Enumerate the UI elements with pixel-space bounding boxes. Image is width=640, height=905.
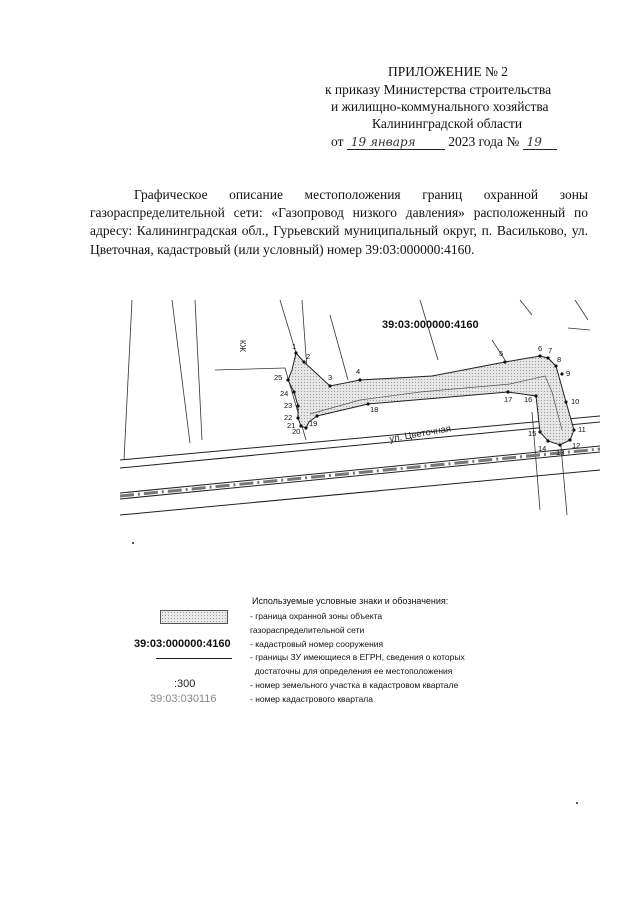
boundary-point-label: 15: [528, 429, 537, 438]
boundary-point-label: 3: [328, 373, 333, 382]
handwritten-number: 19: [523, 135, 557, 150]
description-paragraph: Графическое описание местоположения границ охранной зоны газораспределительной сети: «Газопровод низкого давления» расположенный по адресу: Калининградская обл., Гурьевский муниципальный округ, п. Васильково, ул. Цветочная, кадастровый (или условный) номер 39:03:000000:4160.: [90, 187, 588, 257]
boundary-point-label: 14: [538, 444, 547, 453]
boundary-point-marker: [292, 390, 295, 393]
legend-item: - границы ЗУ имеющиеся в ЕГРН, сведения о которых: [250, 652, 465, 663]
boundary-point-label: 13: [556, 448, 565, 457]
boundary-point-marker: [546, 439, 549, 442]
boundary-point-label: 2: [306, 352, 311, 361]
order-date-line: [331, 134, 557, 150]
legend-cadastral-sample: 39:03:000000:4160: [134, 638, 231, 650]
order-line-3: Калининградской области: [372, 116, 523, 131]
boundary-point-marker: [538, 430, 541, 433]
boundary-point-label: 5: [499, 349, 504, 358]
boundary-point-marker: [534, 394, 537, 397]
legend-boundary-line: [156, 658, 232, 659]
site-plan: [120, 300, 600, 520]
legend: [120, 596, 520, 716]
boundary-point-label: 17: [504, 395, 513, 404]
handwritten-date: 19 января: [347, 135, 445, 150]
plan-cadastral-number: 39:03:000000:4160: [382, 319, 479, 331]
date-prefix: от: [331, 134, 344, 149]
street-label: ул. Цветочная: [388, 423, 452, 445]
boundary-point-marker: [328, 384, 331, 387]
legend-quarter-sample: 39:03:030116: [150, 693, 217, 705]
boundary-point-marker: [554, 364, 557, 367]
appendix-title: ПРИЛОЖЕНИЕ № 2: [388, 64, 509, 79]
boundary-point-marker: [503, 360, 506, 363]
boundary-point-marker: [299, 424, 302, 427]
boundary-point-marker: [564, 400, 567, 403]
date-year: 2023 года №: [448, 134, 520, 149]
boundary-point-label: 22: [284, 413, 293, 422]
legend-parcel-sample: :300: [174, 678, 196, 690]
boundary-point-label: 24: [280, 389, 289, 398]
road-centerline: [120, 449, 600, 496]
legend-items: [250, 610, 465, 707]
legend-item: - граница охранной зоны объекта: [250, 611, 383, 621]
scan-mark: [132, 542, 134, 544]
legend-item: газораспределительной сети: [250, 624, 365, 635]
boundary-point-marker: [296, 404, 299, 407]
boundary-point-label: 8: [557, 355, 562, 364]
boundary-point-label: 19: [309, 419, 318, 428]
boundary-point-label: 12: [572, 441, 581, 450]
legend-title: Используемые условные знаки и обозначения:: [252, 596, 449, 606]
parcel-lines: [124, 300, 590, 515]
boundary-point-marker: [358, 378, 361, 381]
boundary-point-marker: [315, 414, 318, 417]
boundary-point-marker: [304, 426, 307, 429]
boundary-point-marker: [294, 351, 297, 354]
boundary-point-label: 4: [356, 367, 361, 376]
boundary-point-marker: [506, 390, 509, 393]
boundary-point-label: 9: [566, 369, 571, 378]
boundary-point-marker: [296, 416, 299, 419]
boundary-point-label: 21: [287, 421, 296, 430]
boundary-point-label: 11: [578, 425, 586, 434]
legend-item: - кадастровый номер сооружения: [250, 638, 384, 649]
scan-mark: [576, 802, 578, 804]
boundary-point-marker: [286, 378, 289, 381]
boundary-point-label: 7: [548, 346, 553, 355]
boundary-point-marker: [572, 428, 575, 431]
order-line-2: и жилищно-коммунального хозяйства: [331, 99, 549, 114]
legend-zone-swatch: [160, 610, 228, 624]
boundary-point-label: 18: [370, 405, 379, 414]
boundary-point-label: 25: [274, 373, 283, 382]
boundary-point-marker: [558, 443, 561, 446]
boundary-point-label: 6: [538, 344, 543, 353]
boundary-point-label: 1: [292, 342, 297, 351]
building-label: КЖ: [238, 340, 247, 353]
order-line-1: к приказу Министерства строительства: [325, 82, 552, 97]
boundary-point-marker: [538, 354, 541, 357]
boundary-point-marker: [560, 372, 563, 375]
legend-item: - номер кадастрового квартала: [250, 693, 373, 704]
legend-item: достаточны для определения ее местоположения: [250, 666, 453, 677]
legend-item: - номер земельного участка в кадастровом квартале: [250, 679, 459, 690]
boundary-point-marker: [546, 356, 549, 359]
boundary-point-label: 10: [571, 397, 580, 406]
boundary-point-label: 16: [524, 395, 533, 404]
boundary-point-label: 20: [292, 427, 301, 436]
boundary-point-label: 23: [284, 401, 293, 410]
